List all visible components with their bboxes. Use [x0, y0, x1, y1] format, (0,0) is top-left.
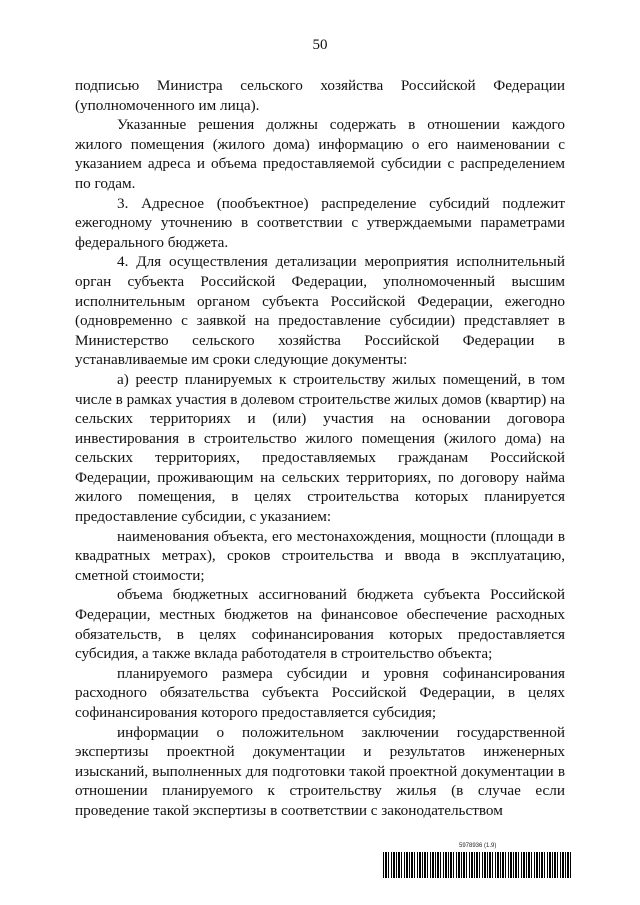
paragraph-budget-volume: объема бюджетных ассигнований бюджета субъекта Российской Федерации, местных бюджетов на финансовое обеспечение расходных обязательств, в целях софинансирования которых предоставляется субсидия, а также вклада работодателя в строительство объекта;: [75, 586, 565, 663]
paragraph-subitem-a: а) реестр планируемых к строительству жилых помещений, в том числе в рамках участия в долевом строительстве жилых домов (квартир) на сельских территориях и (или) участия на основании договора инвестирования в строительство жилого помещения (жилого дома) на сельских территориях, предоставляемых гражданам Российской Федерации, проживающим на сельских территориях, по договору найма жилого помещения, в целях строительства которых планируется предоставление субсидии, с указанием:: [75, 370, 565, 526]
paragraph-item-4: 4. Для осуществления детализации мероприятия исполнительный орган субъекта Российской Федерации, уполномоченный высшим исполнительным органом субъекта Российской Федерации, ежегодно (одновременно с заявкой на предоставление субсидии) представляет в Министерство сельского хозяйства Российской Федерации в устанавливаемые им сроки следующие документы:: [75, 253, 565, 369]
document-body: [75, 76, 565, 821]
paragraph-subsidy-size: планируемого размера субсидии и уровня софинансирования расходного обязательства субъекта Российской Федерации, в целях софинансирования которого предоставляется субсидия;: [75, 664, 565, 721]
paragraph-object-name: наименования объекта, его местонахождения, мощности (площади в квадратных метрах), сроков строительства и ввода в эксплуатацию, сметной стоимости;: [75, 527, 565, 584]
paragraph-expertise-info: информации о положительном заключении государственной экспертизы проектной документации и результатов инженерных изысканий, выполненных для подготовки такой проектной документации в отношении планируемого к строительству жилья (в случае если проведение такой экспертизы в соответствии с законодательством: [75, 723, 565, 819]
paragraph-continuation: подписью Министра сельского хозяйства Российской Федерации (уполномоченного им лица).: [75, 77, 565, 114]
page-number: 50: [312, 37, 328, 53]
paragraph-item-3: 3. Адресное (пообъектное) распределение субсидий подлежит ежегодному уточнению в соответствии с утверждаемыми параметрами федерального бюджета.: [75, 194, 565, 251]
paragraph-decisions: Указанные решения должны содержать в отношении каждого жилого помещения (жилого дома) информацию о его наименовании с указанием адреса и объема предоставляемой субсидии с распределением по годам.: [75, 116, 565, 192]
document-barcode: [383, 843, 571, 879]
barcode-label: 5978936 (1.9): [459, 843, 497, 849]
barcode-icon: [383, 852, 571, 878]
